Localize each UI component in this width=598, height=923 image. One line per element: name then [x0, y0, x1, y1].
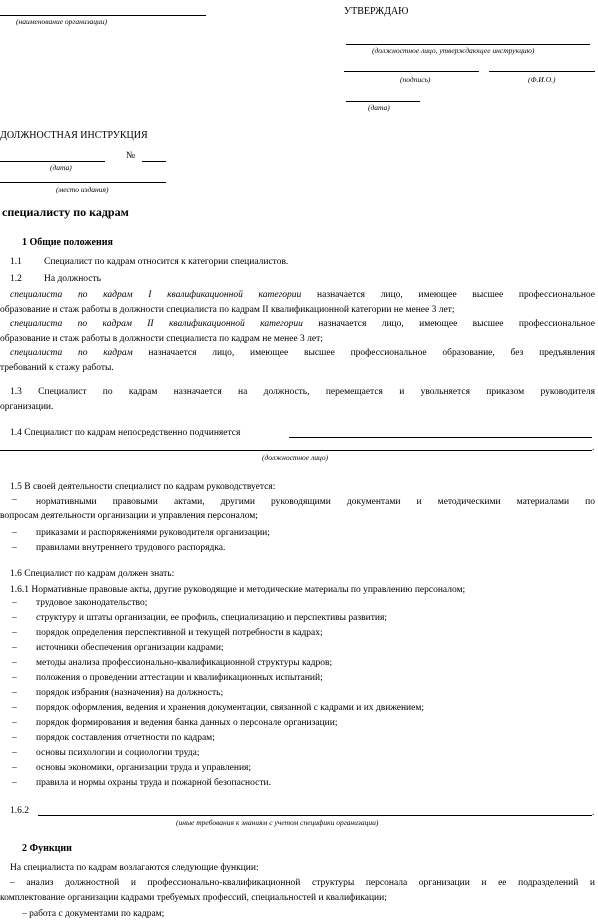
p1-3-line1: 1.3 Специалист по кадрам назначается на должность, перемещается и увольняется приказом руководителя	[10, 387, 595, 397]
p1-6-text: 1.6 Специалист по кадрам должен знать:	[10, 569, 175, 579]
p1-5-text: 1.5 В своей деятельности специалист по кадрам руководствуется:	[10, 482, 276, 492]
list-item: порядок избрания (назначения) на должность;	[36, 688, 224, 698]
list-dash: –	[12, 688, 17, 698]
signature-line	[344, 71, 479, 72]
cat2-rest: назначается лицо, имеющее высшее профессиональное	[302, 319, 595, 329]
list-dash: –	[12, 763, 17, 773]
doc-number-line	[142, 161, 166, 162]
f1-line2: комплектование организации кадрами требуемых профессий, специальностей и квалификации;	[0, 893, 387, 903]
cat2-italic: специалиста по кадрам II квалификационной категории	[10, 319, 303, 329]
p1-1-num: 1.1	[10, 257, 22, 267]
p1-6-2-num: 1.6.2	[10, 806, 29, 816]
p1-4-period: .	[592, 443, 595, 453]
cat1-rest: назначается лицо, имеющее высшее профессиональное	[301, 290, 595, 300]
list-dash: –	[12, 733, 17, 743]
list-dash: –	[12, 718, 17, 728]
p1-6-list	[0, 598, 598, 798]
cat1-italic: специалиста по кадрам I квалификационной категории	[10, 290, 302, 300]
cat1-line1	[10, 288, 595, 302]
cat3-line1	[10, 346, 595, 360]
p1-4-line-a	[289, 437, 592, 438]
list-item: основы экономики, организации труда и управления;	[36, 763, 252, 773]
list-dash: –	[12, 703, 17, 713]
list-dash: –	[12, 673, 17, 683]
list-item: источники обеспечения организации кадрами;	[36, 643, 224, 653]
doc-date-caption: (дата)	[50, 163, 72, 172]
approve-date-caption: (дата)	[368, 103, 390, 112]
list-dash: –	[12, 628, 17, 638]
fio-line	[489, 71, 595, 72]
org-name-caption: (наименование организации)	[16, 17, 108, 26]
list-item: положения о проведении аттестации и квалификационных испытаний;	[36, 673, 323, 683]
cat3-line2: требований к стажу работы.	[0, 363, 114, 373]
p1-4-text: 1.4 Специалист по кадрам непосредственно подчиняется	[10, 428, 241, 438]
list-dash: –	[12, 643, 17, 653]
list-item: методы анализа профессионально-квалификационной структуры кадров;	[36, 658, 333, 668]
cat2-line1	[10, 317, 595, 331]
f1-line1: – анализ должностной и профессионально-квалификационной структуры персонала организации и ее подразделений и	[10, 878, 595, 888]
doc-subject: специалисту по кадрам	[2, 205, 129, 219]
doc-place-line	[0, 182, 166, 183]
list-dash: –	[12, 778, 17, 788]
p1-4-line-b	[0, 450, 592, 451]
approver-position-caption: (должностное лицо, утверждающее инструкцию)	[372, 46, 535, 55]
signature-caption: (подпись)	[400, 75, 431, 84]
p1-6-2-period: .	[592, 808, 595, 818]
list-dash: –	[12, 613, 17, 623]
org-name-line	[0, 15, 206, 16]
p1-5-list	[0, 495, 598, 565]
doc-number-sign: №	[126, 151, 136, 161]
p1-1-text: Специалист по кадрам относится к категории специалистов.	[44, 257, 289, 267]
list-dash: –	[12, 495, 17, 505]
list-dash: –	[12, 528, 17, 538]
list-item: порядок составления отчетности по кадрам;	[36, 733, 215, 743]
p1-4-caption: (должностное лицо)	[262, 453, 329, 462]
list-item: правилами внутреннего трудового распорядка.	[36, 543, 226, 553]
section2-heading: 2 Функции	[22, 843, 72, 854]
list-dash: –	[12, 598, 17, 608]
list-item: основы психологии и социологии труда;	[36, 748, 200, 758]
p1-3-line2: организации.	[0, 402, 54, 412]
fio-caption: (Ф.И.О.)	[528, 75, 556, 84]
cat1-line2: образование и стаж работы в должности специалиста по кадрам II квалификационной категории не менее 3 лет;	[0, 305, 455, 315]
cat3-rest: назначается лицо, имеющее высшее профессиональное образование, без предъявления	[132, 348, 595, 358]
list-dash: –	[12, 543, 17, 553]
p1-6-2-caption: (иные требования к знаниям с учетом специфики организации)	[176, 818, 379, 827]
approve-label: УТВЕРЖДАЮ	[344, 6, 409, 17]
doc-place-caption: (место издания)	[56, 185, 109, 194]
list-item: нормативными правовыми актами, другими руководящими документами и методическими материалами по	[36, 497, 595, 507]
list-dash: –	[12, 748, 17, 758]
p1-6-2-line	[38, 815, 592, 816]
doc-date-line	[0, 161, 105, 162]
list-item: порядок определения перспективной и текущей потребности в кадрах;	[36, 628, 323, 638]
list-item-cont: вопросам деятельности организации и управления персоналом;	[0, 511, 258, 521]
p1-2-num: 1.2	[10, 274, 22, 284]
approver-position-line	[346, 44, 590, 45]
list-item: структуру и штаты организации, ее профиль, специализацию и перспективы развития;	[36, 613, 387, 623]
approve-date-line	[346, 101, 420, 102]
f2-line: – работа с документами по кадрам;	[22, 909, 165, 919]
list-item: правила и нормы охраны труда и пожарной безопасности.	[36, 778, 271, 788]
list-item: порядок оформления, ведения и хранения документации, связанной с кадрами и их движением;	[36, 703, 425, 713]
cat2-line2: образование и стаж работы в должности специалиста по кадрам не менее 3 лет;	[0, 334, 323, 344]
list-dash: –	[12, 658, 17, 668]
section1-heading: 1 Общие положения	[22, 237, 113, 248]
p1-6-1-text: 1.6.1 Нормативные правовые акты, другие руководящие и методические материалы по управлению персоналом;	[10, 585, 466, 595]
p1-2-text: На должность	[44, 274, 101, 284]
list-item: приказами и распоряжениями руководителя организации;	[36, 528, 270, 538]
doc-title: ДОЛЖНОСТНАЯ ИНСТРУКЦИЯ	[0, 130, 148, 141]
list-item: порядок формирования и ведения банка данных о персонале организации;	[36, 718, 338, 728]
list-item: трудовое законодательство;	[36, 598, 148, 608]
cat3-italic: специалиста по кадрам	[10, 348, 133, 358]
section2-intro: На специалиста по кадрам возлагаются следующие функции:	[10, 863, 259, 873]
